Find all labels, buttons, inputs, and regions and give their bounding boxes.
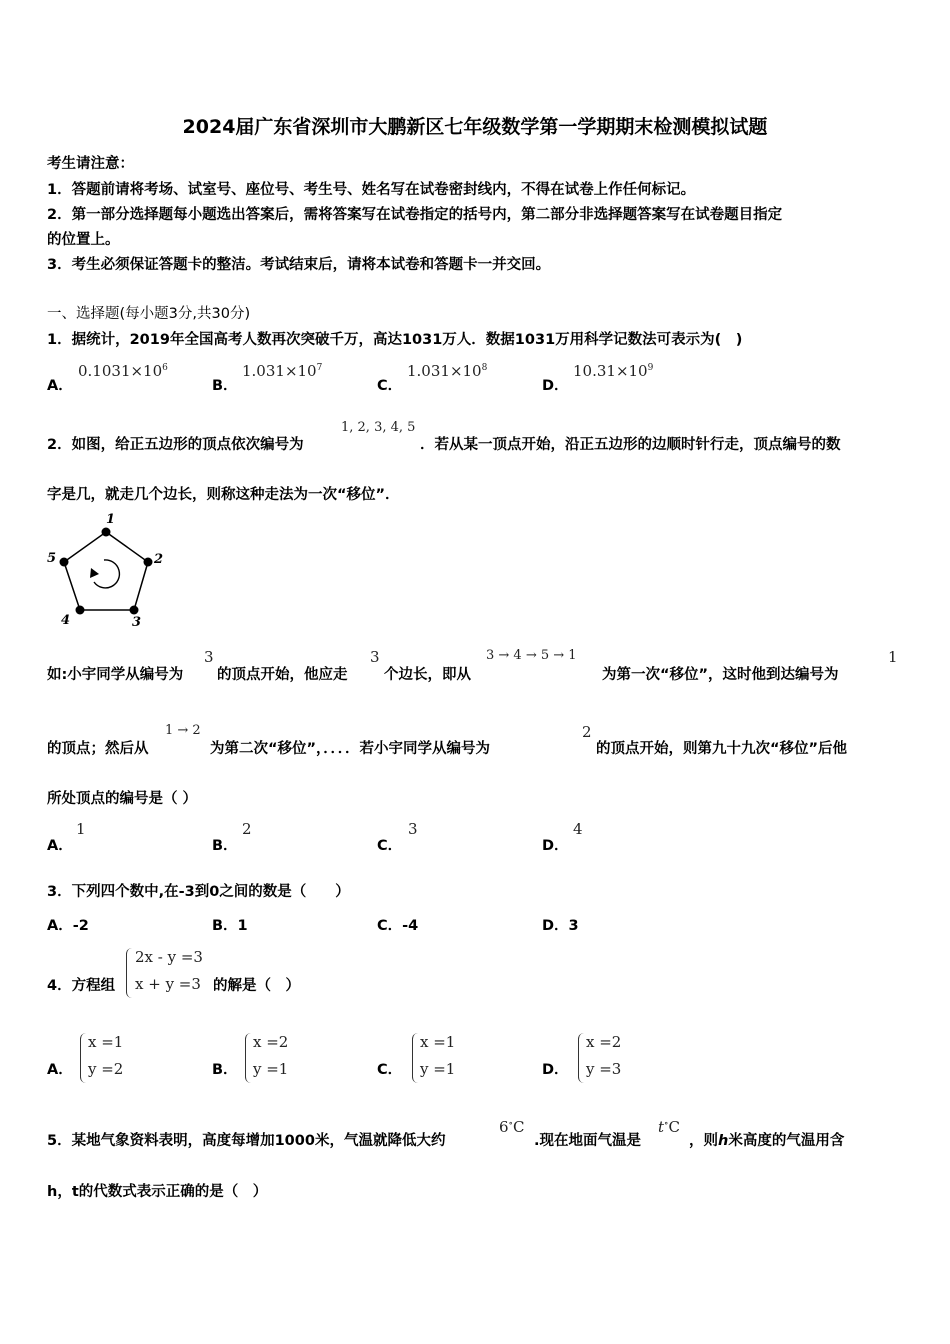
vertex-label-2: 2 (154, 552, 164, 567)
section-heading: 一、选择题(每小题3分,共30分) (47, 306, 251, 322)
option-b-value: $1.031\times 10^7$ (242, 362, 323, 380)
option-d: D．3 (542, 918, 579, 934)
option-b-x: x =2 (253, 1033, 289, 1051)
option-a-x: x =1 (88, 1033, 124, 1051)
option-a-label: A． (47, 838, 73, 854)
notice-heading: 考生请注意： (47, 156, 134, 172)
equation-1: 2x - y =3 (135, 948, 203, 966)
example-text-b: 的顶点开始，他应走 (217, 667, 348, 683)
question-2-line1b: ．若从某一顶点开始，沿正五边形的边顺时针行走，顶点编号的数 (420, 437, 841, 453)
option-a: A．-2 (47, 918, 89, 934)
vertex-2-dot (144, 558, 153, 567)
option-a-label: A． (47, 378, 73, 394)
question-2-line4b: 为第二次“移位”，．．．．若小宇同学从编号为 (210, 741, 491, 757)
temperature-drop: 6∘C (499, 1118, 525, 1136)
option-d-value: $10.31\times 10^9$ (573, 362, 654, 380)
notice-item-2: 2．第一部分选择题每小题选出答案后，需将答案写在试卷指定的括号内，第二部分非选择题答案写在试卷题目指定 (47, 207, 783, 223)
question-4-stem-a: 4．方程组 (47, 978, 116, 994)
vertex-5-dot (60, 558, 69, 567)
notice-item-3: 3．考生必须保证答题卡的整洁。考试结束后，请将本试卷和答题卡一并交回。 (47, 257, 551, 273)
notice-item-1: 1．答题前请将考场、试室号、座位号、考生号、姓名写在试卷密封线内，不得在试卷上作任何标记。 (47, 182, 696, 198)
option-c-value: 3 (408, 820, 418, 838)
page-title: 2024届广东省深圳市大鹏新区七年级数学第一学期期末检测模拟试题 (182, 116, 768, 138)
option-a-value: $0.1031\times 10^6$ (78, 362, 168, 380)
vertex-label-5: 5 (47, 551, 57, 566)
vertex-numbers: 1, 2, 3, 4, 5 (341, 420, 416, 435)
pentagon-figure (42, 510, 172, 630)
question-2-line4a: 的顶点；然后从 (47, 741, 149, 757)
example-num-1: 1 (888, 648, 898, 666)
option-c-label: C． (377, 1062, 403, 1078)
question-5-text-b: .现在地面气温是 (534, 1133, 642, 1149)
question-5-text-c: ，则h米高度的气温用含 (689, 1133, 845, 1149)
vertex-3-dot (130, 606, 139, 615)
option-c-brace (412, 1033, 419, 1083)
vertex-label-4: 4 (61, 613, 71, 628)
question-2-line5: 所处顶点的编号是（ ） (47, 791, 198, 807)
option-d-x: x =2 (586, 1033, 622, 1051)
question-2-line2: 字是几，就走几个边长，则称这种走法为一次“移位”． (47, 487, 400, 503)
example-text-c: 个边长，即从 (384, 667, 471, 683)
notice-item-2-cont: 的位置上。 (47, 232, 120, 248)
second-path: 1 → 2 (165, 723, 201, 738)
vertex-4-dot (76, 606, 85, 615)
option-d-label: D． (542, 838, 569, 854)
option-b: B．1 (212, 918, 248, 934)
option-d-y: y =3 (586, 1060, 622, 1078)
option-b-label: B． (212, 378, 238, 394)
option-c-label: C． (377, 378, 403, 394)
question-3-stem: 3．下列四个数中,在-3到0之间的数是（ ） (47, 884, 350, 900)
pentagon-outline (64, 532, 148, 610)
question-2-line1a: 2．如图，给正五边形的顶点依次编号为 (47, 437, 304, 453)
option-b-y: y =1 (253, 1060, 289, 1078)
option-d-value: 4 (573, 820, 583, 838)
option-c-label: C． (377, 838, 403, 854)
option-a-brace (80, 1033, 87, 1083)
question-2-line4c: 的顶点开始，则第九十九次“移位”后他 (596, 741, 848, 757)
example-path: 3 → 4 → 5 → 1 (486, 648, 577, 663)
question-5-line2: h，t的代数式表示正确的是（ ） (47, 1184, 268, 1200)
vertex-label-1: 1 (106, 512, 116, 527)
example-text-a: 如:小宇同学从编号为 (47, 667, 184, 683)
option-b-label: B． (212, 1062, 238, 1078)
question-5-text-a: 5．某地气象资料表明，高度每增加1000米，气温就降低大约 (47, 1133, 446, 1149)
option-c-value: $1.031\times 10^8$ (407, 362, 488, 380)
system-brace (126, 948, 133, 998)
option-a-y: y =2 (88, 1060, 124, 1078)
option-d-label: D． (542, 1062, 569, 1078)
start-vertex-2: 2 (582, 723, 592, 741)
ground-temperature: t∘C (658, 1118, 680, 1136)
option-c-y: y =1 (420, 1060, 456, 1078)
option-c-x: x =1 (420, 1033, 456, 1051)
option-b-value: 2 (242, 820, 252, 838)
rotation-arrow-head (90, 568, 99, 578)
option-b-brace (245, 1033, 252, 1083)
vertex-1-dot (102, 528, 111, 537)
example-num-3b: 3 (370, 648, 380, 666)
question-4-stem-b: 的解是（ ） (213, 978, 300, 994)
example-text-d: 为第一次“移位”，这时他到达编号为 (602, 667, 839, 683)
option-a-value: 1 (76, 820, 86, 838)
question-1-stem: 1．据统计，2019年全国高考人数再次突破千万，高达1031万人．数据1031万用科学记数法可表示为( ) (47, 332, 743, 348)
option-b-label: B． (212, 838, 238, 854)
example-num-3a: 3 (204, 648, 214, 666)
option-c: C．-4 (377, 918, 419, 934)
equation-2: x + y =3 (135, 975, 201, 993)
option-d-label: D． (542, 378, 569, 394)
option-d-brace (578, 1033, 585, 1083)
option-a-label: A． (47, 1062, 73, 1078)
vertex-label-3: 3 (132, 615, 142, 630)
